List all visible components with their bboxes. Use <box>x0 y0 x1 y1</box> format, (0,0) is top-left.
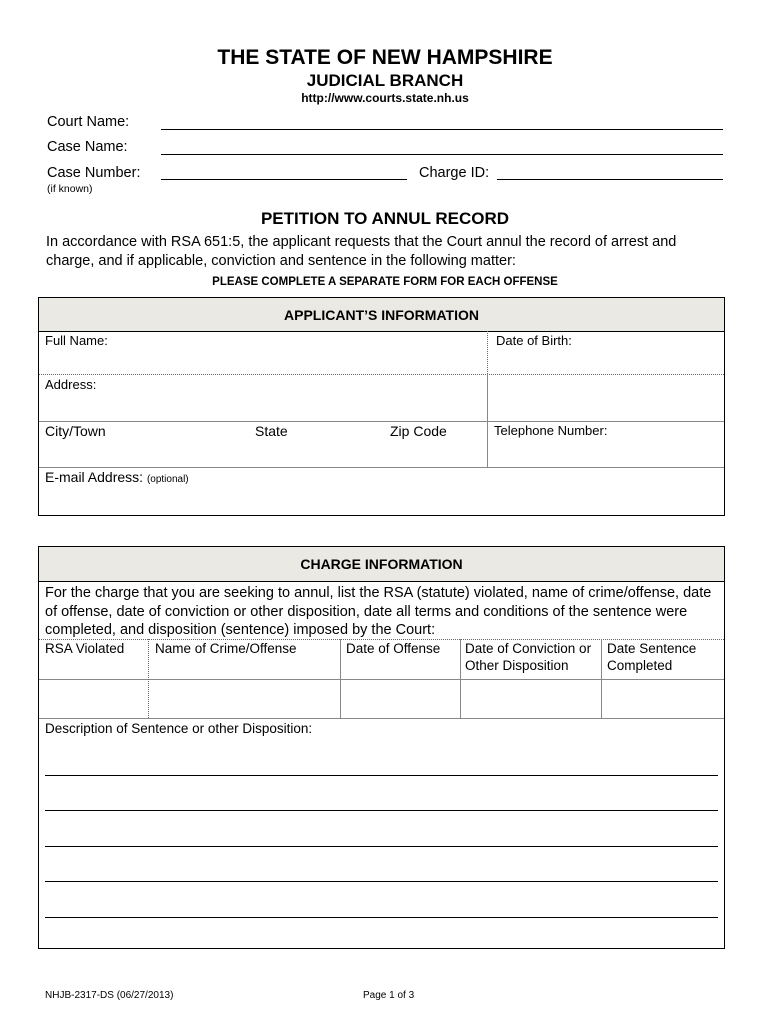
crime-name-cell[interactable] <box>149 680 340 718</box>
date-sentence-completed-cell[interactable] <box>602 680 724 718</box>
divider <box>39 467 724 468</box>
divider <box>487 374 488 467</box>
date-of-conviction-cell[interactable] <box>461 680 601 718</box>
charge-info-heading: CHARGE INFORMATION <box>39 547 724 582</box>
if-known-note: (if known) <box>47 183 93 195</box>
email-label-text: E-mail Address: <box>45 469 144 485</box>
email-optional-note: (optional) <box>146 474 189 485</box>
divider <box>39 421 724 422</box>
divider <box>39 718 724 719</box>
case-name-label: Case Name: <box>47 139 128 155</box>
date-of-offense-cell[interactable] <box>341 680 460 718</box>
rsa-violated-header: RSA Violated <box>45 641 125 656</box>
email-label <box>45 469 189 485</box>
zip-label: Zip Code <box>390 423 447 439</box>
charge-id-field[interactable] <box>497 179 723 180</box>
page-number: Page 1 of 3 <box>363 990 415 1001</box>
separate-form-note: PLEASE COMPLETE A SEPARATE FORM FOR EACH OFFENSE <box>212 276 558 288</box>
full-name-label: Full Name: <box>45 333 108 348</box>
state-label: State <box>255 423 288 439</box>
description-label: Description of Sentence or other Disposition: <box>45 721 313 736</box>
date-of-offense-header: Date of Offense <box>346 641 441 656</box>
case-number-field[interactable] <box>161 179 407 180</box>
court-url: http://www.courts.state.nh.us <box>301 91 469 105</box>
telephone-label: Telephone Number: <box>494 423 608 438</box>
date-sentence-completed-header: Date Sentence Completed <box>607 641 697 673</box>
case-name-field[interactable] <box>161 154 723 155</box>
rsa-violated-cell[interactable] <box>39 680 148 718</box>
city-label: City/Town <box>45 423 106 439</box>
form-id: NHJB-2317-DS (06/27/2013) <box>45 990 174 1001</box>
divider <box>39 639 724 640</box>
description-line[interactable] <box>45 881 718 882</box>
charge-instructions: For the charge that you are seeking to annul, list the RSA (statute) violated, name of crime/offense, date of offense, date of conviction or other disposition, date all terms and conditions of the sentence were completed, and disposition (sentence) imposed by the Court: <box>45 585 712 638</box>
dob-label: Date of Birth: <box>496 333 572 348</box>
applicant-info-section <box>38 297 725 516</box>
charge-info-section <box>38 546 725 949</box>
petition-title: PETITION TO ANNUL RECORD <box>260 209 510 228</box>
charge-id-label: Charge ID: <box>419 165 490 181</box>
divider <box>39 374 724 375</box>
date-of-conviction-header: Date of Conviction or Other Disposition <box>465 641 592 673</box>
petition-intro: In accordance with RSA 651:5, the applicant requests that the Court annul the record of arrest and charge, and if applicable, conviction and sentence in the following matter: <box>46 234 677 269</box>
description-line[interactable] <box>45 846 718 847</box>
state-title: THE STATE OF NEW HAMPSHIRE <box>217 46 553 69</box>
divider <box>487 331 488 374</box>
description-line[interactable] <box>45 775 718 776</box>
case-number-label: Case Number: <box>47 165 141 181</box>
crime-name-header: Name of Crime/Offense <box>155 641 297 656</box>
applicant-info-heading: APPLICANT’S INFORMATION <box>39 298 724 332</box>
address-label: Address: <box>45 377 97 392</box>
court-name-label: Court Name: <box>47 114 130 130</box>
description-line[interactable] <box>45 917 718 918</box>
branch-title: JUDICIAL BRANCH <box>306 71 464 90</box>
court-name-field[interactable] <box>161 129 723 130</box>
description-line[interactable] <box>45 810 718 811</box>
